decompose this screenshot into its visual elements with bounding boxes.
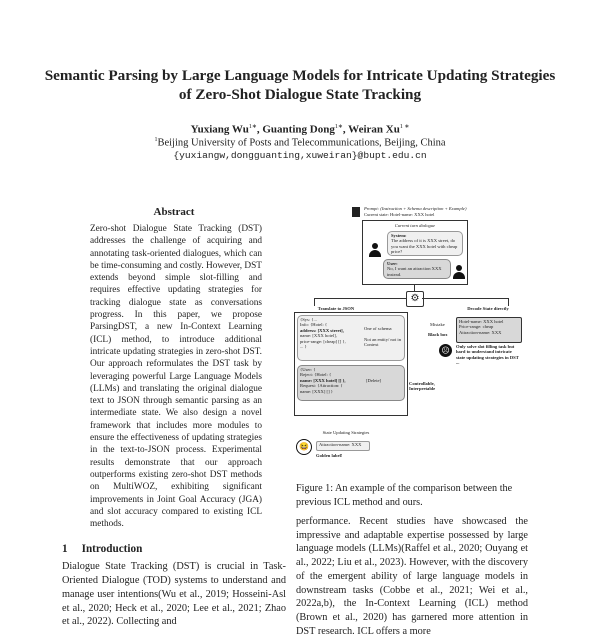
right-branch-label: Decode State directly	[467, 306, 509, 311]
mistake-label: Mistake	[430, 322, 445, 327]
prompt-icon	[352, 207, 360, 217]
left-branch-label: Translate to JSON	[317, 306, 355, 311]
author-name: Guanting Dong	[262, 123, 335, 136]
note-entity: Not an entity/ not in Context	[364, 337, 402, 348]
author-mark: 1 ∗	[399, 124, 410, 130]
author-list: Yuxiang $Wu^{1∗}$, Guanting Dong$^{1∗}$, Weiran $Xu^{1 ∗}$	[190, 123, 410, 136]
user-label: User:	[387, 261, 398, 266]
note-schema: One of schema	[364, 326, 392, 331]
user-text: No, I want an attraction XXX instead.	[387, 266, 442, 277]
user-json	[297, 365, 405, 401]
black-box-label: Black box	[428, 332, 448, 337]
user-bubble	[383, 259, 451, 279]
section-number: 1	[62, 543, 68, 556]
dialogue-title: Current turn dialogue	[394, 223, 436, 228]
figure-1	[296, 203, 530, 475]
figure-caption: Figure 1: An example of the comparison between the previous ICL method and ours.	[296, 483, 513, 508]
author-mark: 1∗	[334, 124, 343, 130]
email: {yuxiangw,dongguanting,xuweiran}@bupt.edu.cn	[173, 150, 427, 161]
direct-state: Hotel-name: XXX hotel Price-range: cheap Attraction-name: XXX	[456, 317, 522, 343]
note-delete: [Delete]	[366, 378, 382, 383]
right-note: Only solve slot filling task but hard to understand intricate state updating strategies in DST ...	[456, 344, 519, 366]
intro-paragraph: Dialogue State Tracking (DST) is crucial in Task-Oriented Dialogue (TOD) systems to understand and manage user intentions(Wu et al., 2019; Hosseini-Asl et al., 2020; Heck et al., 2020; Lee et al., 2021; Zhao et al., 2022). Collecting and	[62, 561, 286, 628]
dialogue-box	[362, 220, 468, 285]
current-state: Current state: Hotel-name: XXX hotel	[364, 212, 435, 217]
user-icon	[453, 265, 465, 279]
left-column	[62, 205, 286, 629]
sys-json-lines: {Sys: {... Info: {Hotel: { address: [XXX street], name: [XXX hotel], price-range: [cheap] [] }, ... }	[300, 317, 346, 350]
author-name: Weiran Xu	[348, 123, 400, 136]
system-label: System:	[391, 233, 407, 238]
author-name: Yuxiang Wu	[190, 123, 249, 136]
abstract-text: Zero-shot Dialogue State Tracking (DST) addresses the challenge of acquiring and annotating task-oriented dialogues, which can be time-consuming and costly. However, DST extends beyond simple slot-filling and requires effective updating strategies for tracking dialogue state as conversations progress. In this paper, we propose ParsingDST, a new In-Context Learning (ICL) method, to introduce additional intricate updating strategies in zero-shot DST. Our approach reformulates the DST task by leveraging powerful Large Language Models (LLMs) and translating the original dialogue text to JSON through semantic parsing as an intermediate state. We also design a novel framework that includes more modules to ensure the effectiveness of updating strategies in the text-to-JSON process. Experimental results demonstrate that our approach outperforms existing zero-shot DST methods on MultiWOZ, exhibiting significant improvements in Joint Goal Accuracy (JGA) and slot accuracy compared to existing ICL methods.	[90, 224, 262, 530]
prompt-line: Prompt: (Instruction + Schema description + Example)	[364, 206, 467, 211]
llm-icon: ⚙	[406, 291, 424, 307]
section-heading	[62, 542, 286, 556]
controllable-note: Controllable, Interpretable	[409, 381, 436, 392]
golden-label: Golden label!	[316, 453, 343, 458]
right-column-paragraph: performance. Recent studies have showcased the impressive and adaptable expertise possessed by large language models (LLMs)(Raffel et al., 2020; Ouyang et al., 2022; Liu et al., 2023). However, with the discovery of the emergent ability of large language models in downstream tasks (Cobbe et al., 2021; Wei et al., 2022a,b), the In-Context Learning (ICL) method (Brown et al., 2020) has garnered more attention in DST research. ICL offers a more	[296, 516, 528, 637]
system-text: The address of it is XXX street, do you want the XXX hotel with cheap price?	[391, 238, 458, 255]
happy-face-icon: 😆	[296, 439, 312, 455]
author-mark: 1∗	[248, 124, 257, 130]
left-result: Attraction-name: XXX	[316, 441, 370, 451]
json-box	[294, 312, 408, 416]
paper-title: Semantic Parsing by Large Language Models for Intricate Updating Strategies of Zero-Shot Dialogue State Tracking	[44, 67, 556, 103]
update-label: State Updating Strategies	[322, 430, 370, 435]
sys-json	[297, 315, 405, 361]
affiliation-mark: 1	[154, 137, 158, 143]
section-title: Introduction	[81, 543, 143, 556]
system-bubble	[387, 231, 463, 256]
sad-face-icon: ☹	[439, 344, 452, 357]
affiliation	[40, 137, 560, 149]
affiliation-text: Beijing University of Posts and Telecommunications, Beijing, China	[157, 137, 446, 149]
abstract-heading: Abstract	[153, 206, 195, 218]
agent-icon	[369, 243, 381, 257]
user-json-lines: {User: { Reject: {Hotel: { name: [XXX hotel] [] }, Request: {Attraction: { name: [XXX] [] }	[300, 367, 346, 394]
